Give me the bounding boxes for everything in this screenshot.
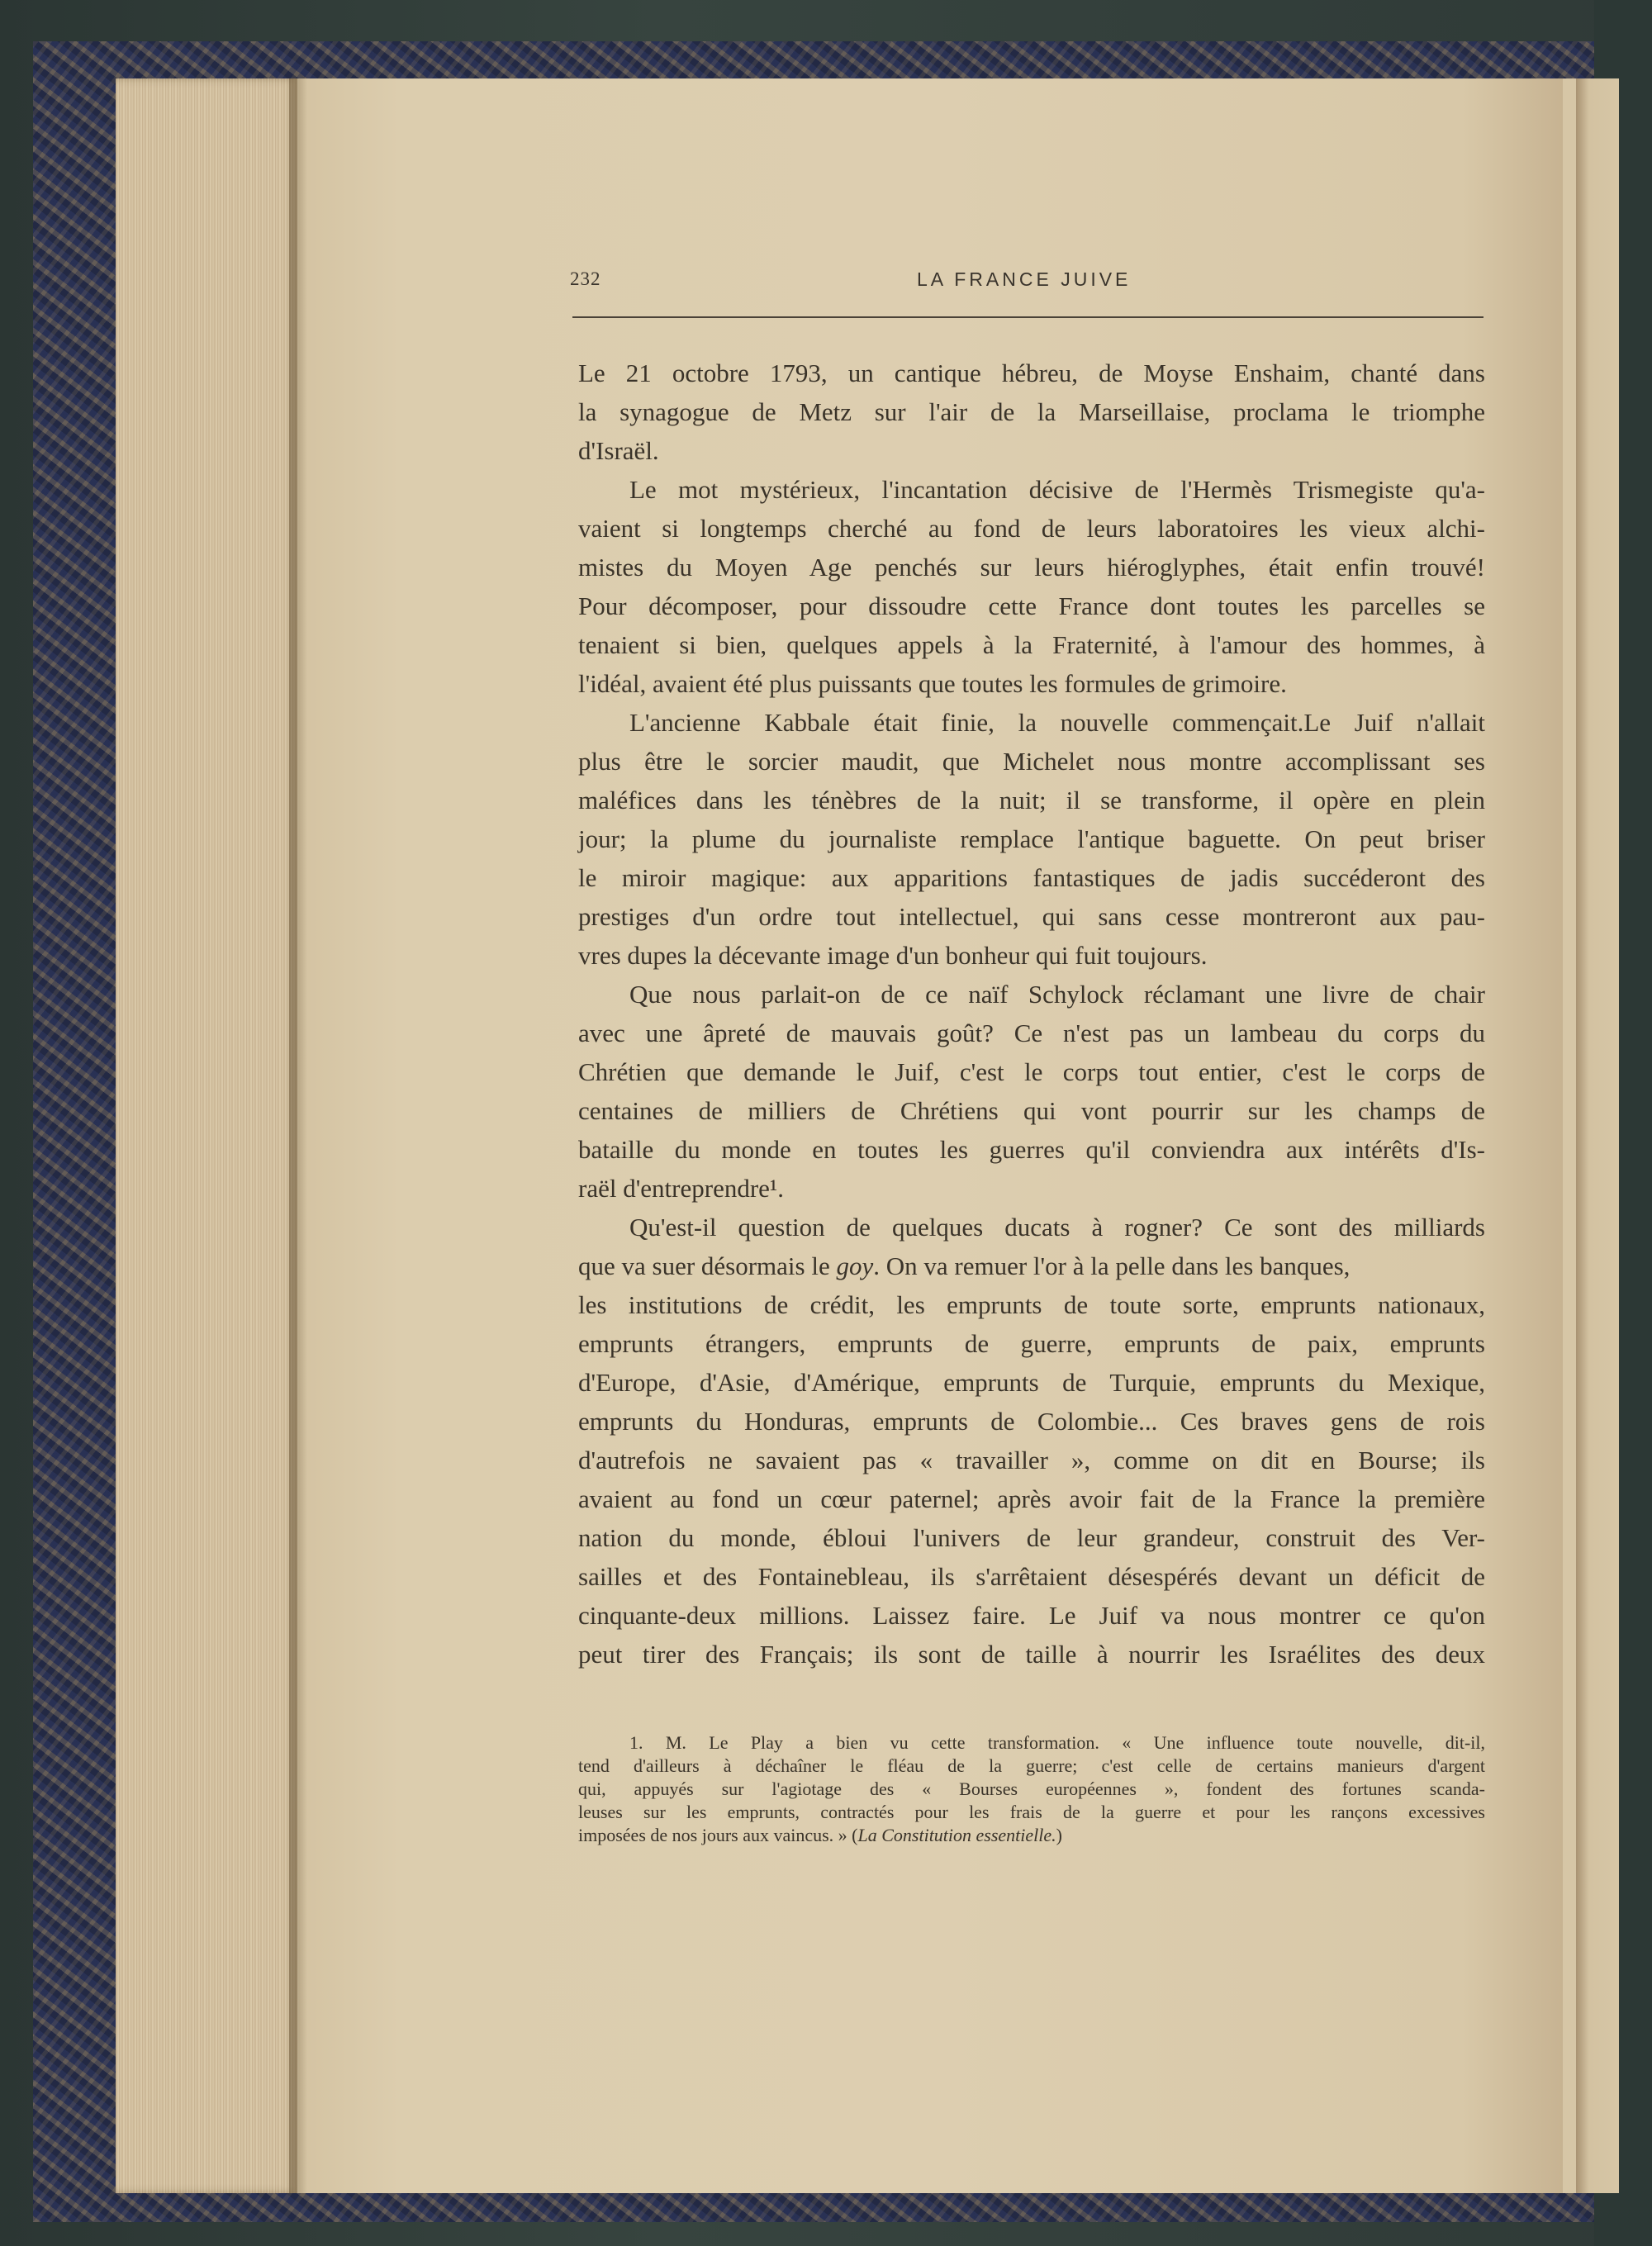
text-line: vaient si longtemps cherché au fond de leurs laboratoires les vieux alchi-: [578, 514, 1485, 543]
text-line: tenaient si bien, quelques appels à la Fraternité, à l'amour des hommes, à: [578, 630, 1485, 659]
text-line: Que nous parlait-on de ce naïf Schylock réclamant une livre de chair: [629, 980, 1485, 1009]
text-segment: . On va remuer l'or à la pelle dans les banques,: [873, 1251, 1351, 1280]
text-segment: ): [1056, 1825, 1062, 1845]
text-line: prestiges d'un ordre tout intellectuel, qui sans cesse montreront aux pau-: [578, 902, 1485, 931]
text-line: Chrétien que demande le Juif, c'est le corps tout entier, c'est le corps de: [578, 1057, 1485, 1086]
text-line: mistes du Moyen Age penchés sur leurs hiéroglyphes, était enfin trouvé!: [578, 553, 1485, 582]
footnote-line-mixed: [578, 1824, 1485, 1847]
text-line: vres dupes la décevante image d'un bonheur qui fuit toujours.: [578, 941, 1208, 970]
text-line: d'autrefois ne savaient pas « travailler », comme on dit en Bourse; ils: [578, 1446, 1485, 1474]
italic-title: La Constitution essentielle.: [857, 1825, 1056, 1845]
page-edges: [116, 78, 297, 2193]
italic-word: goy: [836, 1251, 874, 1280]
text-segment: imposées de nos jours aux vaincus. » (: [578, 1825, 858, 1845]
page-number: 232: [570, 268, 601, 289]
facing-page-edge: [1576, 78, 1619, 2193]
text-line: d'Europe, d'Asie, d'Amérique, emprunts de Turquie, emprunts du Mexique,: [578, 1368, 1485, 1397]
text-line: Qu'est-il question de quelques ducats à rogner? Ce sont des milliards: [629, 1213, 1485, 1242]
text-line: cinquante-deux millions. Laissez faire. Le Juif va nous montrer ce qu'on: [578, 1601, 1485, 1630]
main-text: [578, 354, 1485, 1674]
text-line: l'idéal, avaient été plus puissants que toutes les formules de grimoire.: [578, 669, 1287, 698]
text-line: les institutions de crédit, les emprunts de toute sorte, emprunts nationaux,: [578, 1290, 1485, 1319]
text-line: bataille du monde en toutes les guerres qu'il conviendra aux intérêts d'Is-: [578, 1135, 1485, 1164]
header-rule: [572, 316, 1483, 318]
footnote-line: tend d'ailleurs à déchaîner le fléau de la guerre; c'est celle de certains manieurs d'argent: [578, 1755, 1485, 1776]
text-line: emprunts étrangers, emprunts de guerre, emprunts de paix, emprunts: [578, 1329, 1485, 1358]
text-line: jour; la plume du journaliste remplace l'antique baguette. On peut briser: [578, 824, 1485, 853]
text-line: le miroir magique: aux apparitions fantastiques de jadis succéderont des: [578, 863, 1485, 892]
text-line: plus être le sorcier maudit, que Michelet nous montre accomplissant ses: [578, 747, 1485, 776]
text-line: sailles et des Fontainebleau, ils s'arrêtaient désespérés devant un déficit de: [578, 1562, 1485, 1591]
footnote-line: leuses sur les emprunts, contractés pour les frais de la guerre et pour les rançons excessives: [578, 1802, 1485, 1822]
text-line: centaines de milliers de Chrétiens qui vont pourrir sur les champs de: [578, 1096, 1485, 1125]
text-line: peut tirer des Français; ils sont de taille à nourrir les Israélites des deux: [578, 1640, 1485, 1669]
footnote-line: 1. M. Le Play a bien vu cette transformation. « Une influence toute nouvelle, dit-il,: [629, 1732, 1485, 1753]
text-line: raël d'entreprendre¹.: [578, 1174, 784, 1203]
text-line: emprunts du Honduras, emprunts de Colombie... Ces braves gens de rois: [578, 1407, 1485, 1436]
footnote-line: qui, appuyés sur l'agiotage des « Bourses européennes », fondent des fortunes scanda-: [578, 1778, 1485, 1799]
text-line-mixed: [578, 1246, 1485, 1285]
text-line: Le mot mystérieux, l'incantation décisive de l'Hermès Trismegiste qu'a-: [629, 475, 1485, 504]
text-line: L'ancienne Kabbale était finie, la nouvelle commençait.Le Juif n'allait: [629, 708, 1485, 737]
text-line: avec une âpreté de mauvais goût? Ce n'est pas un lambeau du corps du: [578, 1019, 1485, 1047]
running-head: [570, 268, 1487, 302]
footnote: [578, 1731, 1485, 1847]
text-line: avaient au fond un cœur paternel; après avoir fait de la France la première: [578, 1484, 1485, 1513]
text-line: nation du monde, ébloui l'univers de leur grandeur, construit des Ver-: [578, 1523, 1485, 1552]
text-line: Le 21 octobre 1793, un cantique hébreu, de Moyse Enshaim, chanté dans: [578, 359, 1485, 387]
page-gutter-shadow: [289, 78, 307, 2193]
running-title: LA FRANCE JUIVE: [917, 268, 1132, 290]
text-segment: que va suer désormais le: [578, 1251, 837, 1280]
text-line: d'Israël.: [578, 436, 659, 465]
text-line: Pour décomposer, pour dissoudre cette France dont toutes les parcelles se: [578, 591, 1485, 620]
text-line: maléfices dans les ténèbres de la nuit; il se transforme, il opère en plein: [578, 786, 1485, 814]
text-line: la synagogue de Metz sur l'air de la Marseillaise, proclama le triomphe: [578, 397, 1485, 426]
